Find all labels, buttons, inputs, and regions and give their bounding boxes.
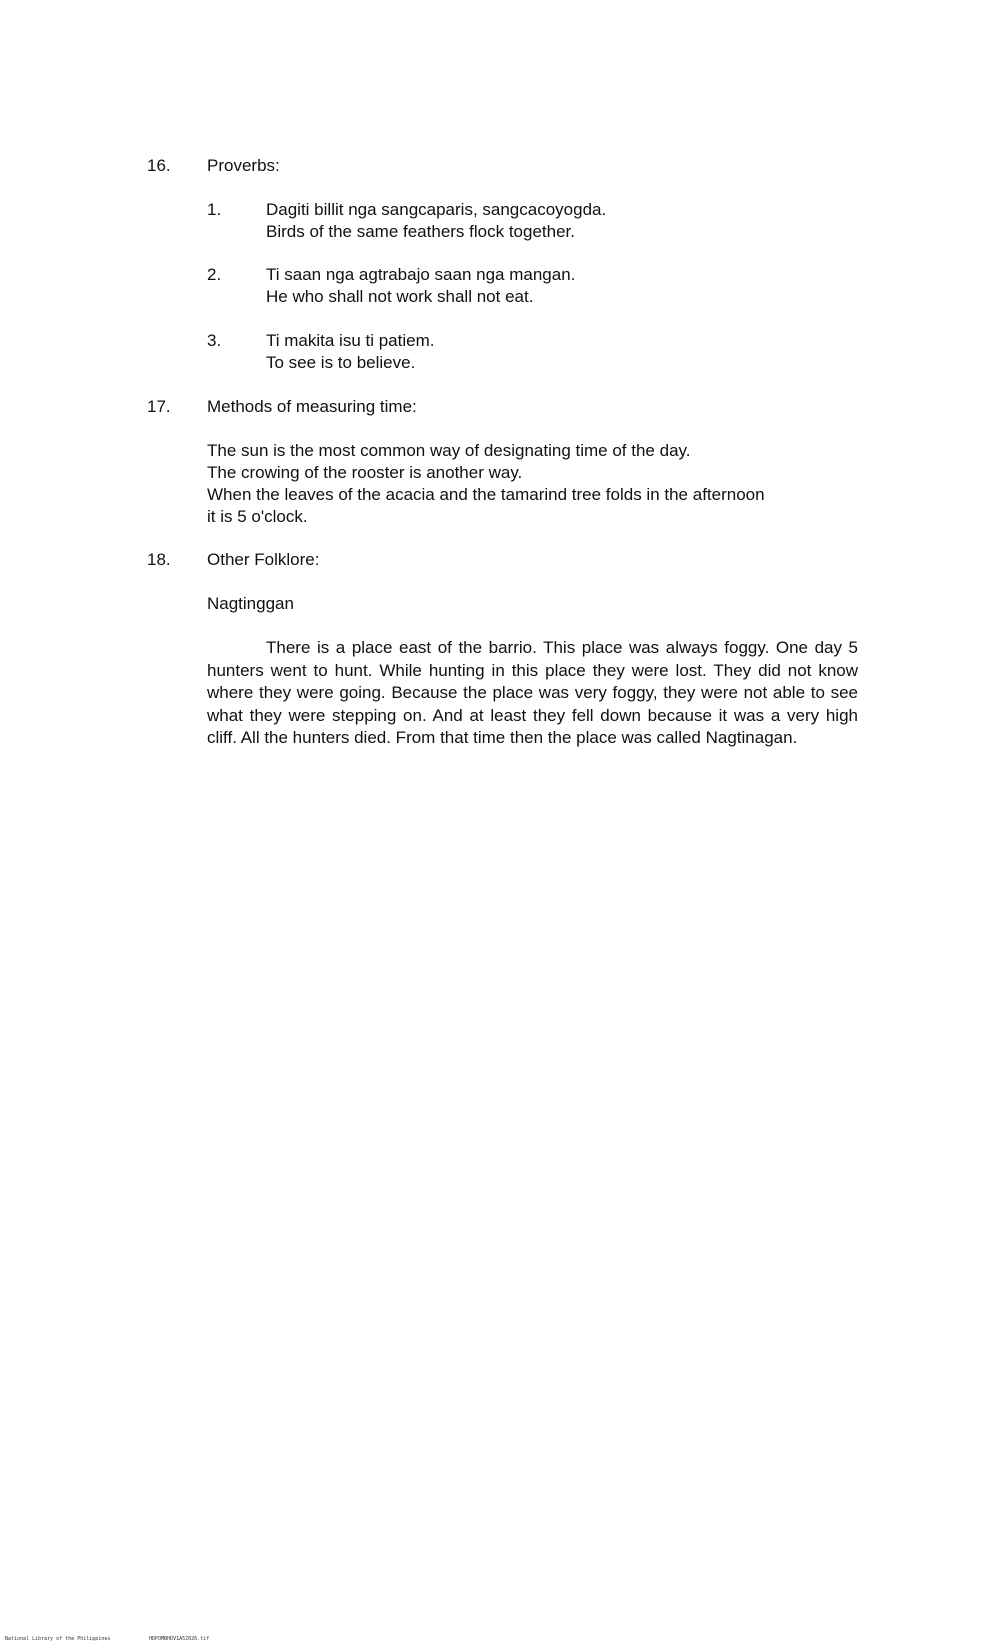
section-16-title: Proverbs: bbox=[207, 156, 280, 175]
time-line-4: it is 5 o'clock. bbox=[207, 507, 308, 526]
time-line-1: The sun is the most common way of designating time of the day. bbox=[207, 441, 691, 460]
footer-filename: HDPOMBHDV1A52026.tif bbox=[149, 1636, 210, 1642]
time-methods-text bbox=[207, 440, 857, 528]
section-18-number: 18. bbox=[147, 550, 171, 569]
section-16-number: 16. bbox=[147, 156, 171, 175]
proverb-1-native: Dagiti billit nga sangcaparis, sangcacoyogda. bbox=[266, 200, 607, 219]
proverb-2 bbox=[266, 264, 575, 308]
footer-library: National Library of the Philippines bbox=[5, 1636, 111, 1642]
proverb-2-english: He who shall not work shall not eat. bbox=[266, 287, 534, 306]
proverb-2-native: Ti saan nga agtrabajo saan nga mangan. bbox=[266, 265, 576, 284]
proverb-1-number: 1. bbox=[207, 200, 222, 219]
proverb-2-number: 2. bbox=[207, 265, 222, 284]
time-line-3: When the leaves of the acacia and the tamarind tree folds in the afternoon bbox=[207, 485, 765, 504]
story-title: Nagtinggan bbox=[207, 594, 294, 613]
proverb-3-native: Ti makita isu ti patiem. bbox=[266, 331, 435, 350]
proverb-1 bbox=[266, 199, 606, 243]
section-17-number: 17. bbox=[147, 397, 171, 416]
proverb-1-english: Birds of the same feathers flock together. bbox=[266, 222, 575, 241]
proverb-3-english: To see is to believe. bbox=[266, 353, 416, 372]
story-paragraph: There is a place east of the barrio. This place was always foggy. One day 5 hunters went to hunt. While hunting in this place they were lost. They did not know where they were going. Because the place was very foggy, they were not able to see what they were stepping on. And at least they fell down because it was a very high cliff. All the hunters died. From that time then the place was called Nagtinagan. bbox=[207, 638, 858, 747]
section-17-title: Methods of measuring time: bbox=[207, 397, 417, 416]
proverb-3 bbox=[266, 330, 434, 374]
section-18-title: Other Folklore: bbox=[207, 550, 320, 569]
proverb-3-number: 3. bbox=[207, 331, 222, 350]
time-line-2: The crowing of the rooster is another way. bbox=[207, 463, 523, 482]
